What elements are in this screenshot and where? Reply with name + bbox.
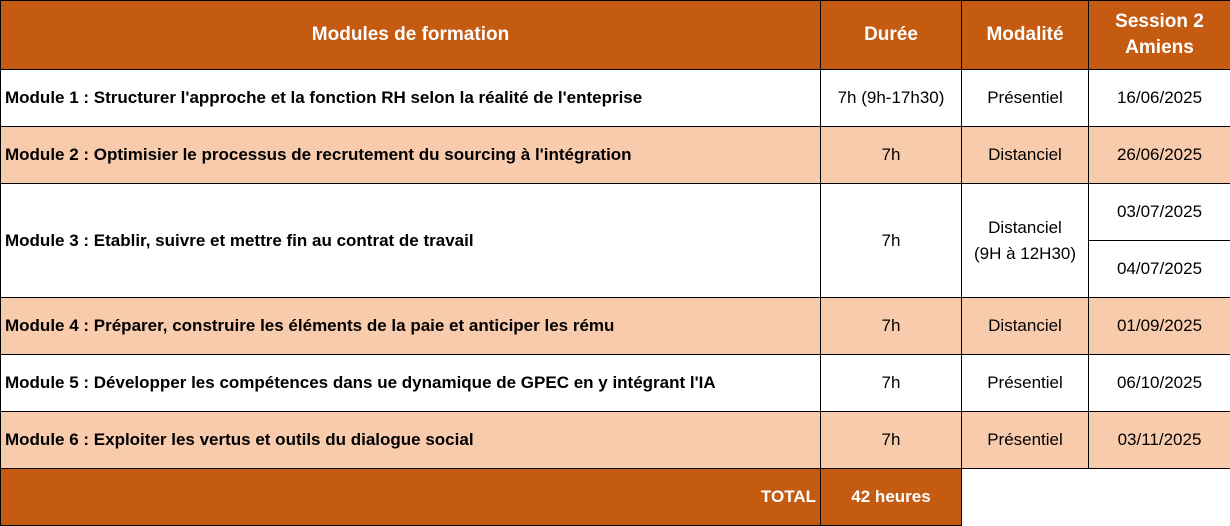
header-modalite: Modalité bbox=[962, 1, 1089, 70]
table-row bbox=[1, 127, 1230, 184]
header-session bbox=[1089, 1, 1230, 70]
total-row bbox=[1, 469, 1230, 526]
duree-cell: 7h bbox=[821, 355, 962, 412]
table-row bbox=[1, 355, 1230, 412]
date-cell: 26/06/2025 bbox=[1089, 127, 1230, 184]
date-cell: 01/09/2025 bbox=[1089, 298, 1230, 355]
modalite-cell: Présentiel bbox=[962, 355, 1089, 412]
date-cell: 03/11/2025 bbox=[1089, 412, 1230, 469]
header-duree: Durée bbox=[821, 1, 962, 70]
duree-cell: 7h bbox=[821, 412, 962, 469]
header-session-line1: Session 2 bbox=[1093, 9, 1226, 35]
table-row bbox=[1, 70, 1230, 127]
table-row bbox=[1, 184, 1230, 241]
header-row bbox=[1, 1, 1230, 70]
modalite-cell: Présentiel bbox=[962, 412, 1089, 469]
date-cell: 16/06/2025 bbox=[1089, 70, 1230, 127]
empty-cell bbox=[1089, 469, 1230, 526]
table-row bbox=[1, 298, 1230, 355]
date-cell: 04/07/2025 bbox=[1089, 241, 1230, 298]
total-label: TOTAL bbox=[1, 469, 821, 526]
duree-cell: 7h (9h-17h30) bbox=[821, 70, 962, 127]
duree-cell: 7h bbox=[821, 184, 962, 298]
date-cell: 06/10/2025 bbox=[1089, 355, 1230, 412]
modalite-cell bbox=[962, 184, 1089, 298]
header-session-line2: Amiens bbox=[1093, 35, 1226, 61]
total-value: 42 heures bbox=[821, 469, 962, 526]
modalite-cell: Distanciel bbox=[962, 298, 1089, 355]
date-cell: 03/07/2025 bbox=[1089, 184, 1230, 241]
modalite-cell: Distanciel bbox=[962, 127, 1089, 184]
module-cell: Module 1 : Structurer l'approche et la fonction RH selon la réalité de l'enteprise bbox=[1, 70, 821, 127]
empty-cell bbox=[962, 469, 1089, 526]
header-modules: Modules de formation bbox=[1, 1, 821, 70]
module-cell: Module 5 : Développer les compétences dans ue dynamique de GPEC en y intégrant l'IA bbox=[1, 355, 821, 412]
duree-cell: 7h bbox=[821, 127, 962, 184]
module-cell: Module 3 : Etablir, suivre et mettre fin au contrat de travail bbox=[1, 184, 821, 298]
table-row bbox=[1, 412, 1230, 469]
modalite-line1: Distanciel bbox=[966, 215, 1084, 241]
modalite-cell: Présentiel bbox=[962, 70, 1089, 127]
module-cell: Module 2 : Optimisier le processus de recrutement du sourcing à l'intégration bbox=[1, 127, 821, 184]
module-cell: Module 4 : Préparer, construire les éléments de la paie et anticiper les rému bbox=[1, 298, 821, 355]
module-cell: Module 6 : Exploiter les vertus et outils du dialogue social bbox=[1, 412, 821, 469]
modalite-line2: (9H à 12H30) bbox=[966, 241, 1084, 267]
duree-cell: 7h bbox=[821, 298, 962, 355]
